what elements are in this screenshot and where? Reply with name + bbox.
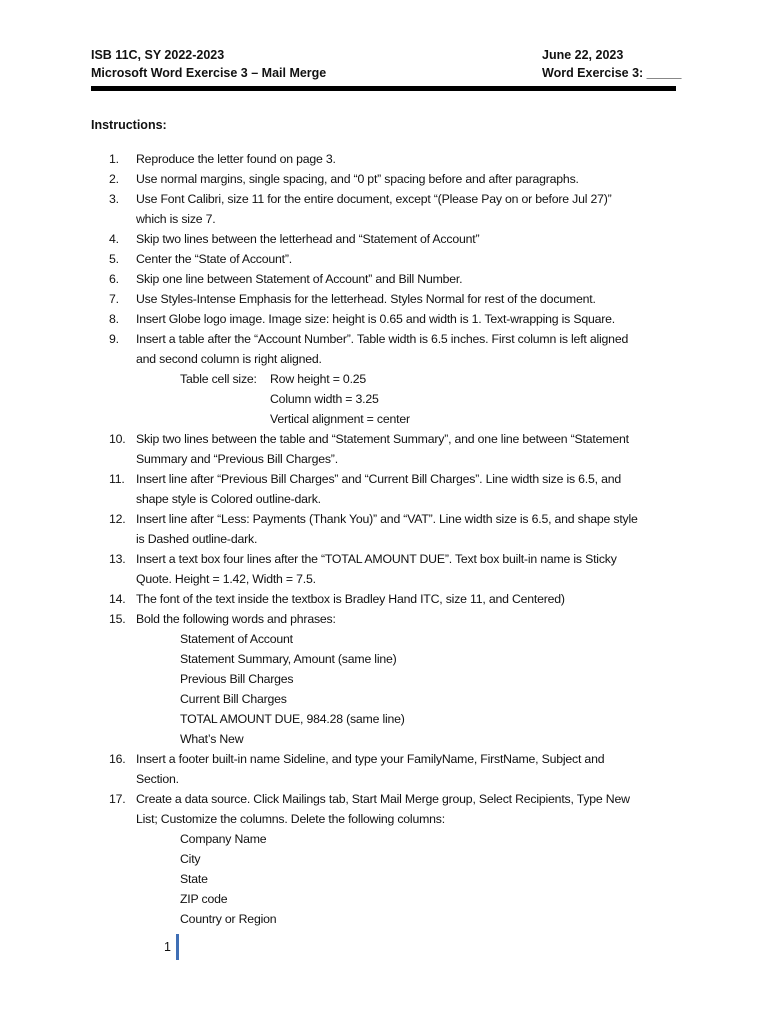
bold-phrase — [91, 649, 691, 669]
list-item — [91, 309, 691, 329]
header-exercise-title: Microsoft Word Exercise 3 – Mail Merge — [91, 66, 327, 80]
item-text: Skip two lines between the letterhead and “Statement of Account” — [136, 232, 480, 246]
delete-column-item — [91, 889, 691, 909]
item-text: Reproduce the letter found on page 3. — [136, 152, 336, 166]
header-rule — [91, 86, 676, 91]
list-item — [91, 749, 691, 769]
item-continuation: Section. — [136, 772, 179, 786]
item-number: 3. — [109, 192, 119, 206]
header-date: June 22, 2023 — [542, 48, 624, 62]
item-number: 5. — [109, 252, 119, 266]
item-number: 12. — [109, 512, 126, 526]
list-item — [91, 249, 691, 269]
vertical-alignment-value: Vertical alignment = center — [270, 412, 410, 426]
item-number: 13. — [109, 552, 126, 566]
column-width-row — [91, 389, 691, 409]
page-header — [91, 46, 682, 82]
delete-column-item — [91, 909, 691, 929]
bold-phrase-text: Previous Bill Charges — [180, 672, 294, 686]
page-number: 1 — [164, 940, 171, 954]
item-text: Insert line after “Less: Payments (Thank You)” and “VAT”. Line width size is 6.5, and shape style — [136, 512, 638, 526]
item-number: 15. — [109, 612, 126, 626]
bold-phrase — [91, 669, 691, 689]
item-text: Use normal margins, single spacing, and “0 pt” spacing before and after paragraphs. — [136, 172, 579, 186]
item-number: 10. — [109, 432, 126, 446]
delete-column-item — [91, 869, 691, 889]
item-number: 17. — [109, 792, 126, 806]
bold-phrase — [91, 689, 691, 709]
item-continuation: Quote. Height = 1.42, Width = 7.5. — [136, 572, 316, 586]
item-continuation: Summary and “Previous Bill Charges”. — [136, 452, 338, 466]
table-cell-size-row — [91, 369, 691, 389]
item-continuation: is Dashed outline-dark. — [136, 532, 258, 546]
bold-phrase-text: What’s New — [180, 732, 244, 746]
column-width-value: Column width = 3.25 — [270, 392, 379, 406]
list-item — [91, 429, 691, 449]
item-text: Insert line after “Previous Bill Charges” and “Current Bill Charges”. Line width size is 6.5, and — [136, 472, 621, 486]
list-item — [91, 289, 691, 309]
delete-column-text: City — [180, 852, 201, 866]
row-height-value: Row height = 0.25 — [270, 372, 367, 386]
delete-column-text: Company Name — [180, 832, 267, 846]
item-text: Center the “State of Account”. — [136, 252, 292, 266]
item-text: Insert Globe logo image. Image size: height is 0.65 and width is 1. Text-wrapping is Square. — [136, 312, 615, 326]
delete-column-text: State — [180, 872, 208, 886]
list-item — [91, 229, 691, 249]
item-text: Bold the following words and phrases: — [136, 612, 336, 626]
list-item — [91, 469, 691, 489]
list-item — [91, 549, 691, 569]
item-number: 11. — [109, 472, 125, 486]
bold-phrase-text: TOTAL AMOUNT DUE, 984.28 (same line) — [180, 712, 405, 726]
instructions-list — [91, 149, 691, 929]
bold-phrase-text: Statement of Account — [180, 632, 293, 646]
item-text: Use Styles-Intense Emphasis for the letterhead. Styles Normal for rest of the document. — [136, 292, 596, 306]
item-number: 9. — [109, 332, 119, 346]
list-item — [91, 509, 691, 529]
footer-sideline-bar — [176, 934, 179, 960]
item-continuation: shape style is Colored outline-dark. — [136, 492, 321, 506]
bold-phrase-text: Statement Summary, Amount (same line) — [180, 652, 397, 666]
list-item — [91, 329, 691, 349]
item-number: 7. — [109, 292, 119, 306]
bold-phrase — [91, 729, 691, 749]
list-item — [91, 269, 691, 289]
vertical-alignment-row — [91, 409, 691, 429]
item-text: Insert a footer built-in name Sideline, and type your FamilyName, FirstName, Subject and — [136, 752, 605, 766]
delete-column-text: Country or Region — [180, 912, 277, 926]
delete-column-text: ZIP code — [180, 892, 228, 906]
item-text: Create a data source. Click Mailings tab, Start Mail Merge group, Select Recipients, Type New — [136, 792, 630, 806]
list-item — [91, 169, 691, 189]
item-number: 2. — [109, 172, 119, 186]
bold-phrase — [91, 629, 691, 649]
list-item — [91, 609, 691, 629]
item-continuation: and second column is right aligned. — [136, 352, 322, 366]
item-text: Skip one line between Statement of Account” and Bill Number. — [136, 272, 463, 286]
item-number: 8. — [109, 312, 119, 326]
item-continuation: List; Customize the columns. Delete the following columns: — [136, 812, 445, 826]
table-cell-size-label: Table cell size: — [180, 372, 257, 386]
item-number: 16. — [109, 752, 126, 766]
item-number: 6. — [109, 272, 119, 286]
item-text: Insert a table after the “Account Number”. Table width is 6.5 inches. First column is left aligned — [136, 332, 629, 346]
instructions-title: Instructions: — [91, 118, 167, 132]
header-exercise-number: Word Exercise 3: _____ — [542, 66, 682, 80]
list-item — [91, 189, 691, 209]
item-continuation: which is size 7. — [136, 212, 216, 226]
delete-column-item — [91, 829, 691, 849]
header-course: ISB 11C, SY 2022-2023 — [91, 48, 225, 62]
item-text: The font of the text inside the textbox is Bradley Hand ITC, size 11, and Centered) — [136, 592, 565, 606]
item-number: 4. — [109, 232, 119, 246]
item-number: 14. — [109, 592, 126, 606]
item-number: 1. — [109, 152, 119, 166]
item-text: Skip two lines between the table and “Statement Summary”, and one line between “Statement — [136, 432, 629, 446]
bold-phrase — [91, 709, 691, 729]
list-item — [91, 789, 691, 809]
bold-phrase-text: Current Bill Charges — [180, 692, 287, 706]
item-text: Insert a text box four lines after the “TOTAL AMOUNT DUE”. Text box built-in name is Sticky — [136, 552, 617, 566]
delete-column-item — [91, 849, 691, 869]
item-text: Use Font Calibri, size 11 for the entire document, except “(Please Pay on or before Jul 27)” — [136, 192, 612, 206]
list-item — [91, 149, 691, 169]
list-item — [91, 589, 691, 609]
